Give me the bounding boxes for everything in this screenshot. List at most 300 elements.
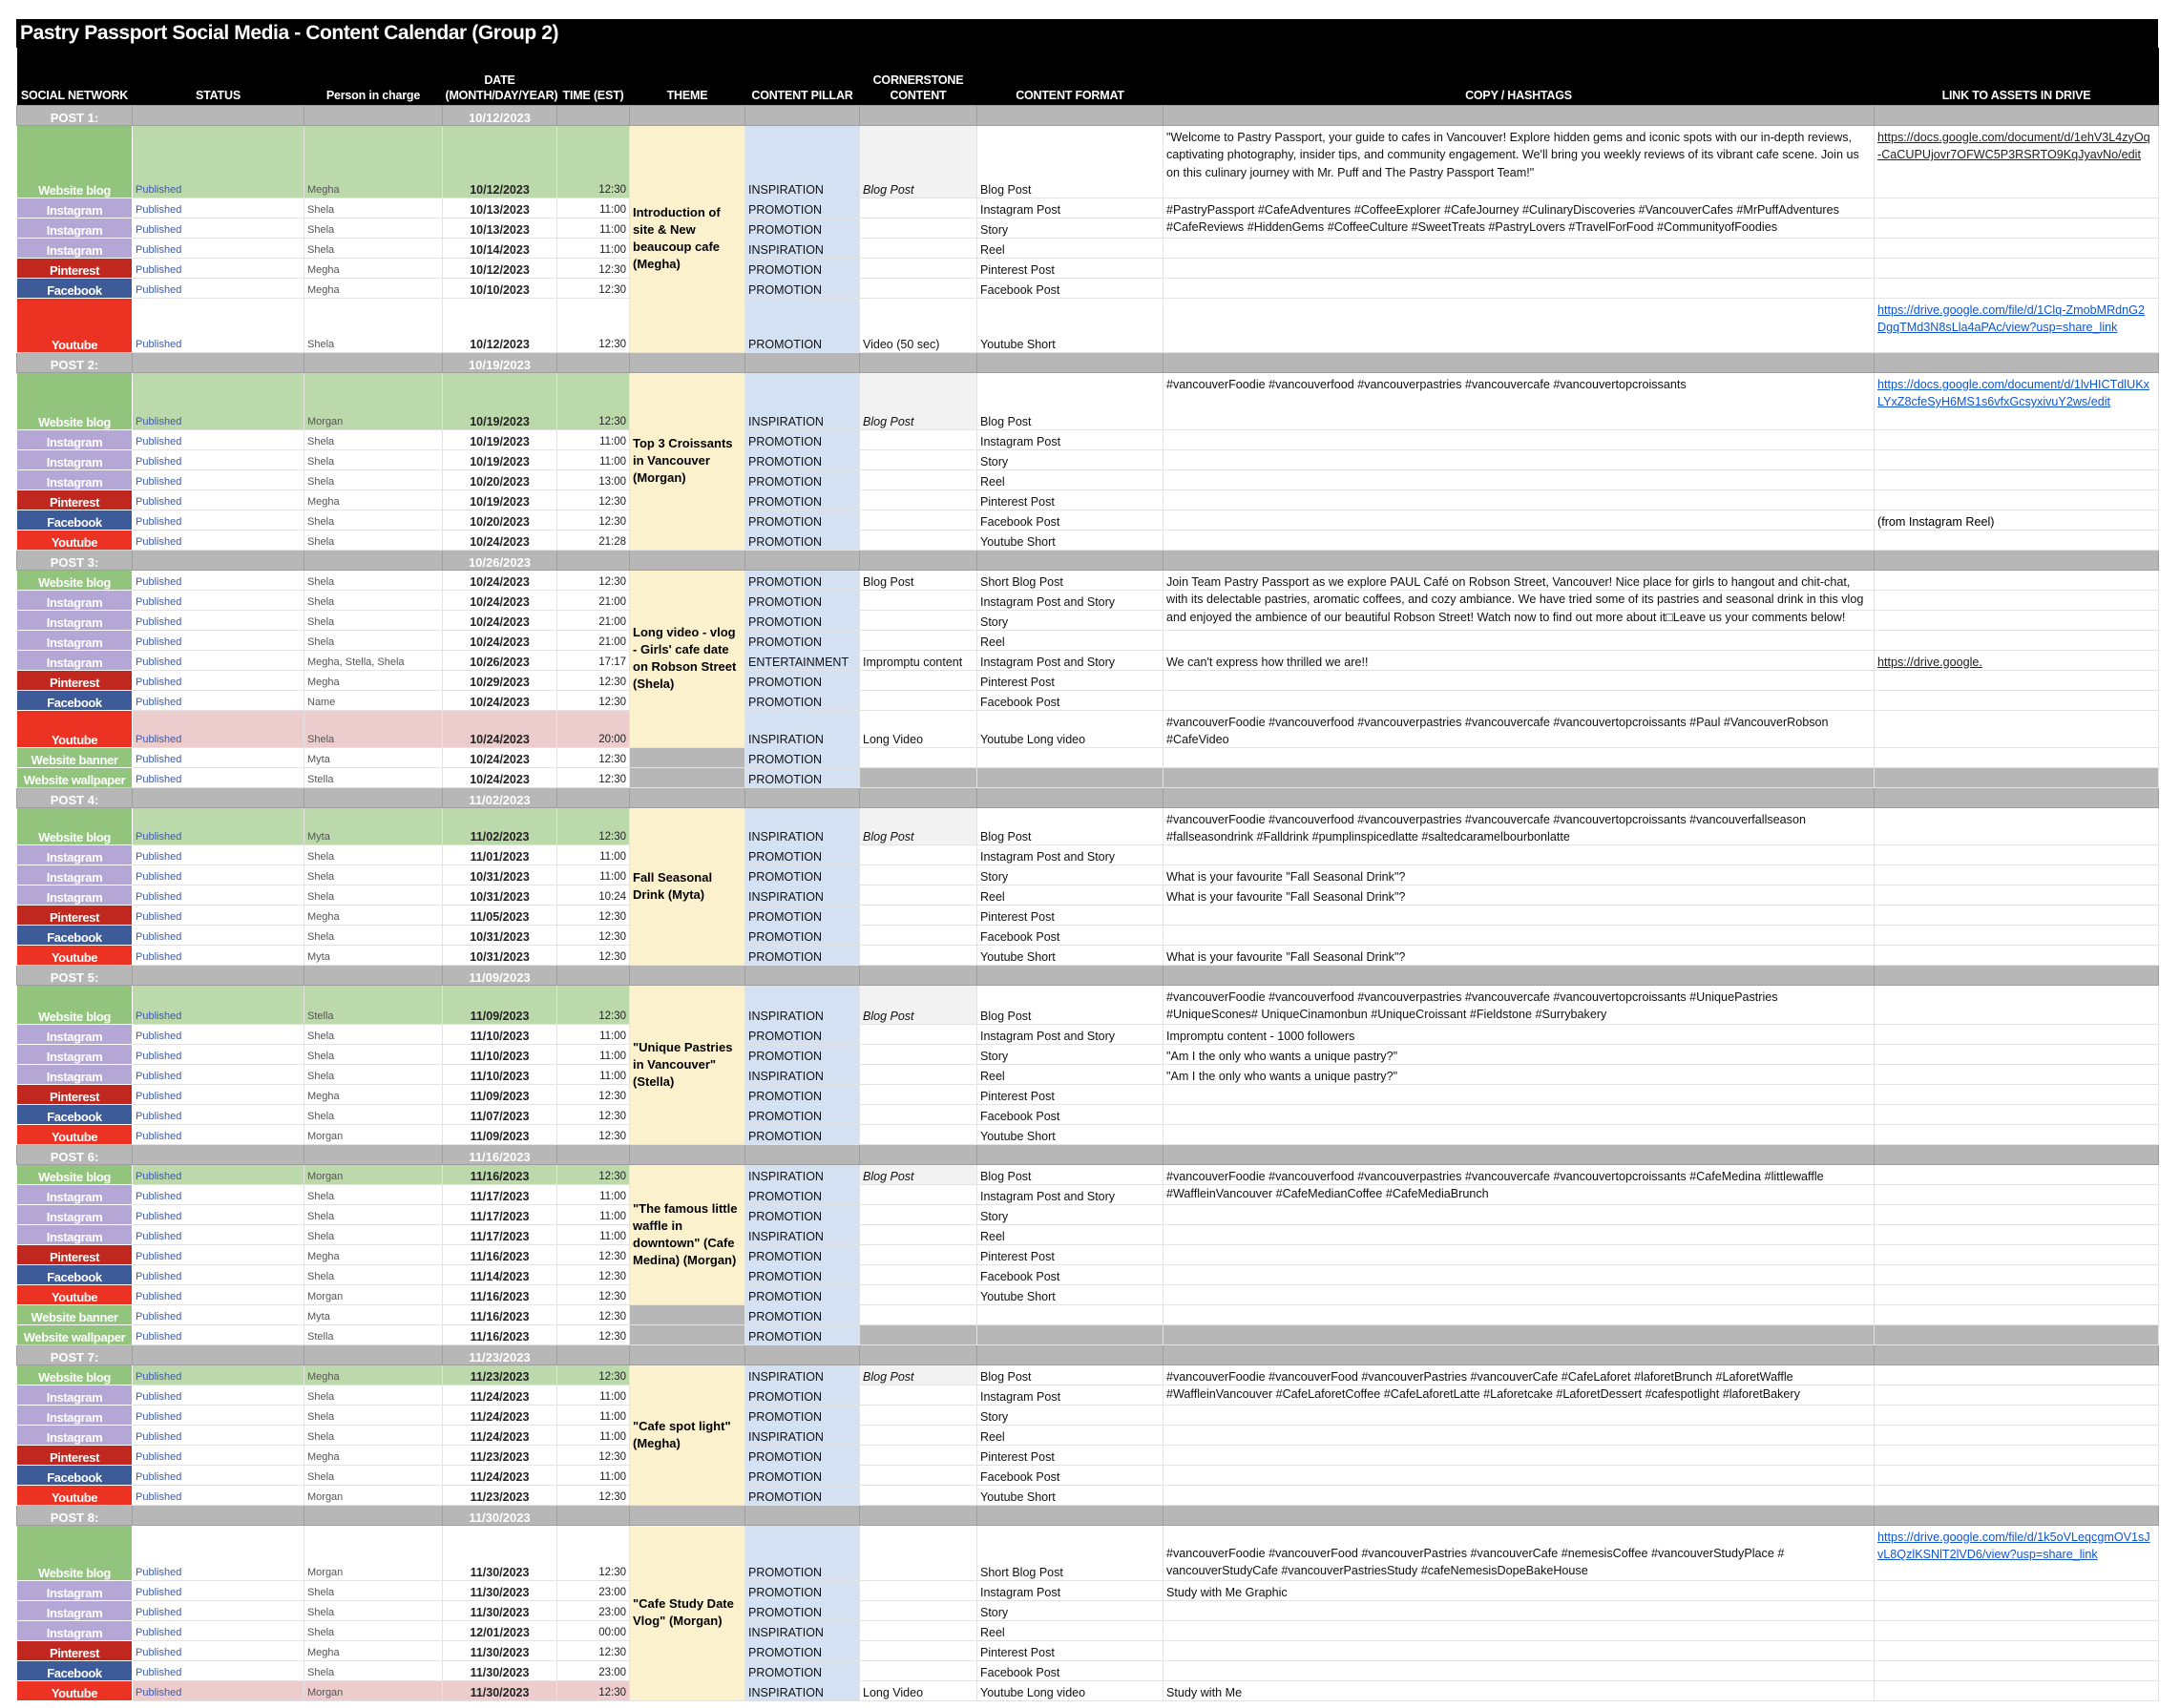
section-empty-cell [557,1344,630,1364]
status-cell: Published [133,864,304,885]
person-in-charge-cell: Megha [304,1640,443,1660]
table-row [17,1485,2159,1505]
asset-link[interactable]: https://docs.google.com/document/d/1lvHICTdlUKxLYxZ8cfeSyH6MS1s6vfxGcsyxivuY2ws/edit [1877,377,2149,408]
content-pillar-cell: INSPIRATION [745,1620,860,1640]
content-pillar-cell: INSPIRATION [745,1164,860,1184]
status-cell: Published [133,1024,304,1044]
cornerstone-content-cell [860,1445,977,1465]
content-format-cell: Story [977,1204,1163,1224]
copy-hashtags-cell [1163,1324,1875,1344]
content-format-cell: Reel [977,1224,1163,1244]
content-format-cell: Instagram Post [977,1385,1163,1405]
asset-link-cell [1875,1064,2159,1084]
cornerstone-content-cell [860,238,977,258]
col-header-cornerstone: CORNERSTONE CONTENT [860,48,977,105]
asset-link-wrapper [1877,654,2152,672]
copy-text: "Am I the only who wants a unique pastry?" [1166,1049,1398,1063]
cornerstone-content-cell [860,1425,977,1445]
theme-cell: Long video - vlog - Girls' cafe date on Robson Street (Shela) [630,570,745,747]
copy-hashtags-cell [1163,945,1875,965]
person-in-charge-cell: Shela [304,1184,443,1204]
time-cell: 12:30 [557,1084,630,1104]
asset-link-cell [1875,905,2159,925]
asset-link[interactable]: https://drive.google. [1877,655,1982,669]
asset-link-cell [1875,238,2159,258]
copy-hashtags-cell [1163,449,1875,469]
table-row [17,1084,2159,1104]
content-format-cell: Pinterest Post [977,1445,1163,1465]
content-pillar-cell: PROMOTION [745,1244,860,1264]
cornerstone-content-cell [860,1044,977,1064]
table-row [17,510,2159,530]
asset-link-cell [1875,767,2159,787]
cornerstone-content-cell [860,278,977,298]
copy-hashtags-cell [1163,530,1875,550]
content-format-cell: Story [977,218,1163,238]
person-in-charge-cell: Shela [304,864,443,885]
asset-link-wrapper [1877,1529,2152,1564]
time-cell: 11:00 [557,844,630,864]
section-label: POST 3: [17,550,133,570]
asset-link-cell [1875,278,2159,298]
social-network-cell: Instagram [17,1064,133,1084]
asset-link-cell [1875,1264,2159,1284]
copy-hashtags-cell [1163,372,1875,429]
time-cell: 21:00 [557,590,630,610]
time-cell: 23:00 [557,1600,630,1620]
section-empty-cell [1875,1344,2159,1364]
person-in-charge-cell: Shela [304,885,443,905]
person-in-charge-cell: Megha [304,278,443,298]
content-pillar-cell: PROMOTION [745,278,860,298]
section-empty-cell [745,965,860,985]
date-cell: 10/31/2023 [443,885,557,905]
asset-link[interactable]: https://drive.google.com/file/d/1Clq-ZmobMRdnG2DgqTMd3N8sLla4aPAc/view?usp=share_link [1877,302,2145,334]
sheet-title: Pastry Passport Social Media - Content Calendar (Group 2) [16,19,2158,48]
social-network-cell: Youtube [17,298,133,352]
status-cell: Published [133,1284,304,1304]
asset-link-cell [1875,198,2159,218]
date-cell: 11/30/2023 [443,1600,557,1620]
content-pillar-cell: PROMOTION [745,1024,860,1044]
social-network-cell: Youtube [17,1485,133,1505]
section-date: 11/30/2023 [443,1505,557,1525]
content-pillar-cell: PROMOTION [745,198,860,218]
section-empty-cell [133,105,304,125]
status-cell: Published [133,530,304,550]
copy-hashtags-cell [1163,1064,1875,1084]
section-empty-cell [977,352,1163,372]
asset-link-cell [1875,1525,2159,1580]
social-network-cell: Instagram [17,198,133,218]
table-row [17,449,2159,469]
status-cell: Published [133,1324,304,1344]
section-header-row [17,105,2159,125]
status-cell: Published [133,218,304,238]
cornerstone-content-cell: Blog Post [860,1364,977,1385]
status-cell: Published [133,610,304,630]
status-cell: Published [133,1680,304,1700]
table-row [17,198,2159,218]
content-pillar-cell: PROMOTION [745,670,860,690]
time-cell: 12:30 [557,1124,630,1144]
date-cell: 11/30/2023 [443,1640,557,1660]
content-format-cell: Reel [977,1425,1163,1445]
status-cell: Published [133,1525,304,1580]
asset-link-cell [1875,747,2159,767]
date-cell: 10/31/2023 [443,945,557,965]
person-in-charge-cell: Stella [304,985,443,1024]
asset-link-cell [1875,125,2159,198]
copy-hashtags-cell [1163,1104,1875,1124]
person-in-charge-cell: Shela [304,510,443,530]
content-format-cell: Instagram Post and Story [977,844,1163,864]
social-network-cell: Instagram [17,1204,133,1224]
social-network-cell: Website banner [17,1304,133,1324]
date-cell: 10/12/2023 [443,258,557,278]
section-empty-cell [630,352,745,372]
cornerstone-content-cell [860,1640,977,1660]
section-label: POST 2: [17,352,133,372]
date-cell: 10/10/2023 [443,278,557,298]
person-in-charge-cell: Morgan [304,1124,443,1144]
content-pillar-cell: PROMOTION [745,1304,860,1324]
copy-hashtags-cell [1163,510,1875,530]
content-pillar-cell: PROMOTION [745,489,860,510]
asset-link-cell [1875,218,2159,238]
copy-text: #PastryPassport #CafeAdventures #CoffeeExplorer #CafeJourney #CulinaryDiscoveries #VancouverCafes #MrPuffAdventures #CafeReviews #HiddenGems #CoffeeCulture #SweetTreats #PastryLovers #TravelForFood #CommunityofFoodies [1166,202,1839,234]
table-row [17,469,2159,489]
person-in-charge-cell: Shela [304,1405,443,1425]
content-pillar-cell: INSPIRATION [745,1425,860,1445]
time-cell: 12:30 [557,1364,630,1385]
asset-link-cell [1875,1660,2159,1680]
content-format-cell: Reel [977,238,1163,258]
date-cell: 10/13/2023 [443,198,557,218]
date-cell: 11/16/2023 [443,1164,557,1184]
asset-link-cell [1875,1124,2159,1144]
date-cell: 10/24/2023 [443,767,557,787]
time-cell: 11:00 [557,1425,630,1445]
asset-link-cell [1875,610,2159,630]
theme-empty-cell [630,747,745,767]
time-cell: 12:30 [557,510,630,530]
content-calendar-sheet [16,19,2158,1701]
asset-link-wrapper [1877,302,2152,337]
status-cell: Published [133,1485,304,1505]
time-cell: 12:30 [557,489,630,510]
content-format-cell: Facebook Post [977,690,1163,710]
table-row [17,1224,2159,1244]
section-empty-cell [304,1505,443,1525]
copy-hashtags-cell [1163,864,1875,885]
social-network-cell: Instagram [17,1580,133,1600]
table-row [17,670,2159,690]
date-cell: 11/02/2023 [443,807,557,844]
content-format-cell: Reel [977,1064,1163,1084]
content-format-cell: Reel [977,469,1163,489]
table-row [17,1525,2159,1580]
asset-link-cell [1875,1024,2159,1044]
date-cell: 11/09/2023 [443,1084,557,1104]
cornerstone-content-cell: Blog Post [860,985,977,1024]
content-pillar-cell: PROMOTION [745,905,860,925]
person-in-charge-cell: Stella [304,767,443,787]
status-cell: Published [133,1600,304,1620]
section-empty-cell [557,1505,630,1525]
copy-hashtags-cell [1163,1264,1875,1284]
asset-link-cell [1875,570,2159,590]
status-cell: Published [133,1044,304,1064]
asset-link-cell [1875,469,2159,489]
cornerstone-content-cell: Impromptu content [860,650,977,670]
content-format-cell: Youtube Short [977,945,1163,965]
asset-link-cell [1875,429,2159,449]
status-cell: Published [133,690,304,710]
social-network-cell: Instagram [17,238,133,258]
asset-link-cell [1875,1304,2159,1324]
table-row [17,885,2159,905]
status-cell: Published [133,1364,304,1385]
social-network-cell: Instagram [17,449,133,469]
copy-hashtags-cell [1163,1204,1875,1224]
theme-cell: Top 3 Croissants in Vancouver (Morgan) [630,372,745,550]
copy-hashtags-cell [1163,767,1875,787]
asset-link-cell [1875,1204,2159,1224]
status-cell: Published [133,807,304,844]
copy-hashtags-cell [1163,650,1875,670]
status-cell: Published [133,767,304,787]
section-empty-cell [1875,352,2159,372]
theme-empty-cell [630,767,745,787]
content-pillar-cell: PROMOTION [745,1640,860,1660]
copy-hashtags-cell [1163,1525,1875,1580]
status-cell: Published [133,372,304,429]
social-network-cell: Website blog [17,1525,133,1580]
content-format-cell: Story [977,864,1163,885]
person-in-charge-cell: Shela [304,590,443,610]
content-format-cell: Blog Post [977,985,1163,1024]
asset-link-wrapper [1877,513,2152,531]
section-empty-cell [630,1505,745,1525]
status-cell: Published [133,1425,304,1445]
content-pillar-cell: PROMOTION [745,1084,860,1104]
table-row [17,1445,2159,1465]
table-row [17,1104,2159,1124]
date-cell: 11/24/2023 [443,1465,557,1485]
cornerstone-content-cell [860,590,977,610]
time-cell: 21:28 [557,530,630,550]
social-network-cell: Instagram [17,218,133,238]
calendar-table [16,48,2159,1701]
person-in-charge-cell: Megha [304,1445,443,1465]
section-empty-cell [133,1344,304,1364]
date-cell: 10/24/2023 [443,630,557,650]
content-pillar-cell: PROMOTION [745,844,860,864]
col-header-copy-hashtags: COPY / HASHTAGS [1163,48,1875,105]
copy-hashtags-cell [1163,489,1875,510]
section-empty-cell [1163,1505,1875,1525]
section-empty-cell [1163,352,1875,372]
person-in-charge-cell: Shela [304,1264,443,1284]
social-network-cell: Pinterest [17,489,133,510]
status-cell: Published [133,125,304,198]
section-date: 10/26/2023 [443,550,557,570]
section-date: 11/02/2023 [443,787,557,807]
social-network-cell: Instagram [17,1184,133,1204]
asset-link-cell [1875,985,2159,1024]
time-cell: 12:30 [557,1304,630,1324]
copy-hashtags-cell [1163,925,1875,945]
date-cell: 11/30/2023 [443,1660,557,1680]
asset-link[interactable]: https://docs.google.com/document/d/1ehV3L4zyOq-CaCUPUjovr7OFWC5P3RSRTO9KqJyavNo/edit [1877,130,2150,161]
date-cell: 10/19/2023 [443,429,557,449]
copy-hashtags-cell [1163,198,1875,234]
section-empty-cell [557,1144,630,1164]
social-network-cell: Facebook [17,510,133,530]
section-empty-cell [557,550,630,570]
section-empty-cell [630,105,745,125]
person-in-charge-cell: Myta [304,747,443,767]
time-cell: 12:30 [557,747,630,767]
status-cell: Published [133,1204,304,1224]
time-cell: 10:24 [557,885,630,905]
copy-hashtags-cell [1163,1405,1875,1425]
cornerstone-content-cell [860,1304,977,1324]
section-empty-cell [977,1344,1163,1364]
status-cell: Published [133,1124,304,1144]
cornerstone-content-cell [860,1284,977,1304]
content-format-cell: Facebook Post [977,278,1163,298]
content-pillar-cell: PROMOTION [745,767,860,787]
cornerstone-content-cell: Long Video [860,1680,977,1700]
content-format-cell: Pinterest Post [977,1244,1163,1264]
date-cell: 11/30/2023 [443,1680,557,1700]
status-cell: Published [133,1264,304,1284]
time-cell: 12:30 [557,1485,630,1505]
person-in-charge-cell: Shela [304,844,443,864]
copy-text: We can't express how thrilled we are!! [1166,655,1369,669]
social-network-cell: Facebook [17,1264,133,1284]
social-network-cell: Website blog [17,807,133,844]
asset-link-cell [1875,1405,2159,1425]
content-format-cell: Short Blog Post [977,1525,1163,1580]
content-pillar-cell: ENTERTAINMENT [745,650,860,670]
social-network-cell: Youtube [17,530,133,550]
copy-text: #vancouverFoodie #vancouverfood #vancouverpastries #vancouvercafe #vancouvertopcroissants [1166,377,1687,391]
social-network-cell: Website blog [17,570,133,590]
time-cell: 23:00 [557,1660,630,1680]
time-cell: 11:00 [557,449,630,469]
section-empty-cell [133,550,304,570]
content-pillar-cell: PROMOTION [745,570,860,590]
status-cell: Published [133,670,304,690]
asset-link-cell [1875,807,2159,844]
time-cell: 23:00 [557,1580,630,1600]
person-in-charge-cell: Shela [304,298,443,352]
cornerstone-content-cell [860,1600,977,1620]
asset-link-cell [1875,885,2159,905]
time-cell: 21:00 [557,630,630,650]
table-row [17,905,2159,925]
section-empty-cell [304,1144,443,1164]
time-cell: 12:30 [557,670,630,690]
social-network-cell: Website blog [17,372,133,429]
social-network-cell: Youtube [17,1124,133,1144]
section-empty-cell [1875,1144,2159,1164]
cornerstone-content-cell: Video (50 sec) [860,298,977,352]
status-cell: Published [133,945,304,965]
person-in-charge-cell: Shela [304,1580,443,1600]
time-cell: 12:30 [557,905,630,925]
status-cell: Published [133,1184,304,1204]
date-cell: 10/14/2023 [443,238,557,258]
cornerstone-content-cell [860,690,977,710]
table-row [17,1284,2159,1304]
person-in-charge-cell: Morgan [304,1164,443,1184]
date-cell: 10/26/2023 [443,650,557,670]
section-label: POST 4: [17,787,133,807]
content-pillar-cell: PROMOTION [745,1044,860,1064]
content-format-cell: Reel [977,885,1163,905]
cornerstone-content-cell [860,1204,977,1224]
person-in-charge-cell: Shela [304,469,443,489]
theme-cell: "Cafe Study Date Vlog" (Morgan) [630,1525,745,1700]
table-row [17,690,2159,710]
person-in-charge-cell: Shela [304,630,443,650]
table-row [17,1324,2159,1344]
time-cell: 12:30 [557,945,630,965]
time-cell: 12:30 [557,570,630,590]
time-cell: 11:00 [557,1465,630,1485]
copy-hashtags-cell [1163,1600,1875,1620]
status-cell: Published [133,747,304,767]
person-in-charge-cell: Shela [304,1425,443,1445]
section-empty-cell [745,352,860,372]
section-label: POST 1: [17,105,133,125]
content-pillar-cell: INSPIRATION [745,372,860,429]
time-cell: 12:30 [557,1104,630,1124]
social-network-cell: Pinterest [17,1640,133,1660]
content-format-cell [977,1324,1163,1344]
content-format-cell: Reel [977,630,1163,650]
cornerstone-content-cell: Blog Post [860,570,977,590]
time-cell: 12:30 [557,767,630,787]
section-empty-cell [1875,1505,2159,1525]
date-cell: 11/16/2023 [443,1324,557,1344]
person-in-charge-cell: Megha, Stella, Shela [304,650,443,670]
person-in-charge-cell: Shela [304,710,443,747]
section-header-row [17,550,2159,570]
date-cell: 10/20/2023 [443,469,557,489]
social-network-cell: Instagram [17,864,133,885]
table-row [17,530,2159,550]
asset-link[interactable]: https://drive.google.com/file/d/1k5oVLeqcgmOV1sJvL8QzlKSNlT2lVD6/view?usp=share_link [1877,1530,2150,1561]
table-row [17,1264,2159,1284]
social-network-cell: Pinterest [17,905,133,925]
status-cell: Published [133,1304,304,1324]
content-pillar-cell: PROMOTION [745,747,860,767]
social-network-cell: Youtube [17,945,133,965]
status-cell: Published [133,905,304,925]
section-header-row [17,1144,2159,1164]
content-format-cell: Pinterest Post [977,1640,1163,1660]
person-in-charge-cell: Shela [304,1620,443,1640]
copy-hashtags-cell [1163,1445,1875,1465]
asset-link-cell [1875,1224,2159,1244]
status-cell: Published [133,278,304,298]
social-network-cell: Instagram [17,1405,133,1425]
